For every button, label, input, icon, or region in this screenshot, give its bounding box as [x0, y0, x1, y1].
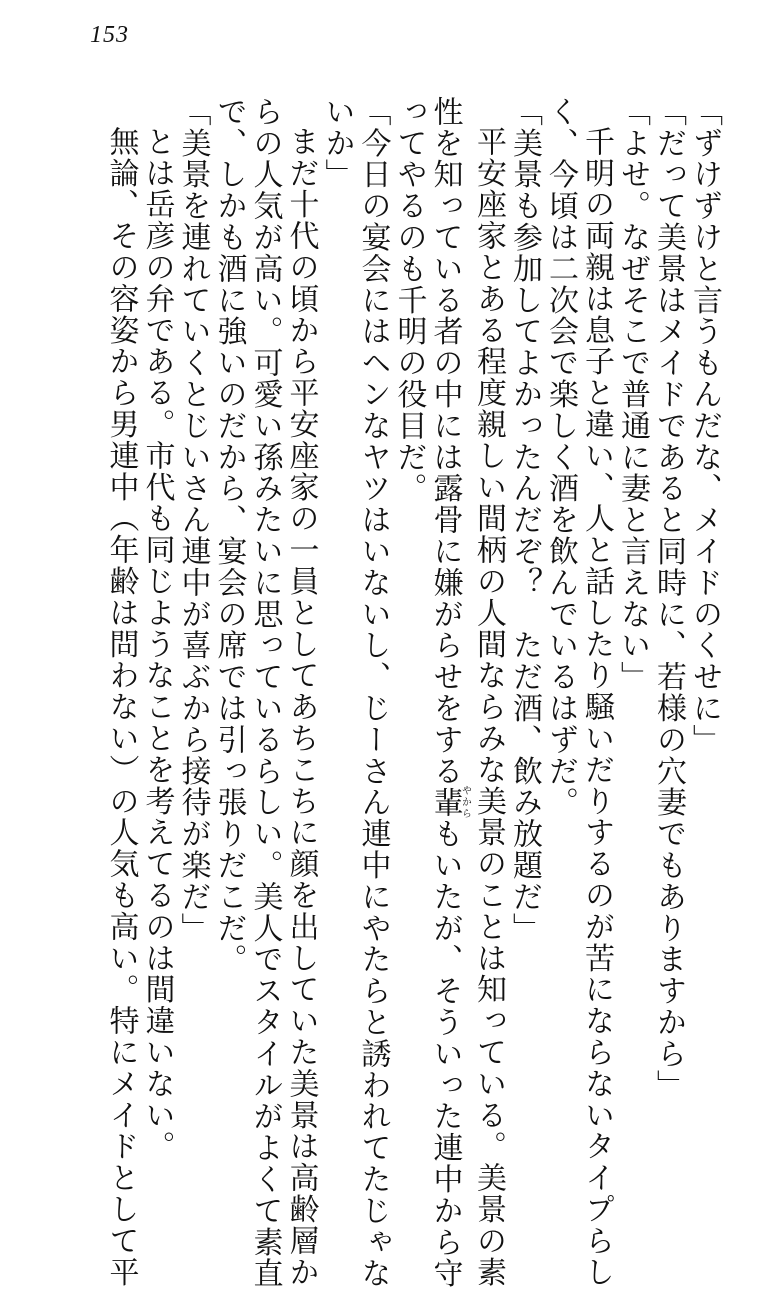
text-line: 「ずけずけと言うもんだな、メイドのくせに」 [687, 96, 722, 756]
text-line: 「今日の宴会にはヘンなヤツはいないし、じーさん連中にやたらと誘われてたじゃな [355, 96, 391, 1289]
text-line: 無論、その容姿から男連中（年齢は問わない）の人気も高い。特にメイドとして平 [103, 126, 139, 1288]
text-line: く、今頃は二次会で楽しく酒を飲んでいるはずだ。 [543, 96, 578, 819]
text-segment: 性を知っている者の中には露骨に嫌がらせをする [427, 96, 463, 787]
text-segment: もいたが、そういった連中から守 [427, 818, 463, 1289]
text-line: 「美景を連れていくとじいさん連中が喜ぶから接待が楽だ」 [175, 96, 211, 944]
text-line-with-ruby [427, 96, 471, 1289]
text-line: まだ十代の頃から平安座家の一員としてあちこちに顔を出していた美景は高齢層か [283, 126, 319, 1288]
page-number: 153 [90, 22, 129, 48]
ruby-reading: やから [459, 785, 471, 820]
text-line: で、しかも酒に強いのだから、宴会の席では引っ張りだこだ。 [211, 96, 247, 976]
text-line: 平安座家とある程度親しい間柄の人間ならみな美景のことは知っている。美景の素 [471, 126, 506, 1288]
text-line: 「よせ。なぜそこで普通に妻と言えない」 [615, 96, 650, 693]
text-line: らの人気が高い。可愛い孫みたいに思っているらしい。美人でスタイルがよくて素直 [247, 96, 283, 1289]
novel-text-block [60, 96, 722, 1289]
text-line: 「だって美景はメイドであると同時に、若様の穴妻でもありますから」 [651, 96, 686, 1101]
ruby-annotation [427, 785, 471, 820]
text-line: 「美景も参加してよかったんだぞ？ ただ酒、飲み放題だ」 [507, 96, 542, 944]
ruby-base: 輩 [427, 785, 463, 820]
text-line: ってやるのも千明の役目だ。 [391, 96, 427, 505]
text-line: いか」 [319, 96, 355, 191]
text-line: 千明の両親は息子と違い、人と話したり騒いだりするのが苦にならないタイプらし [579, 126, 614, 1288]
text-line: とは岳彦の弁である。市代も同じようなことを考えてるのは間違いない。 [139, 126, 175, 1163]
